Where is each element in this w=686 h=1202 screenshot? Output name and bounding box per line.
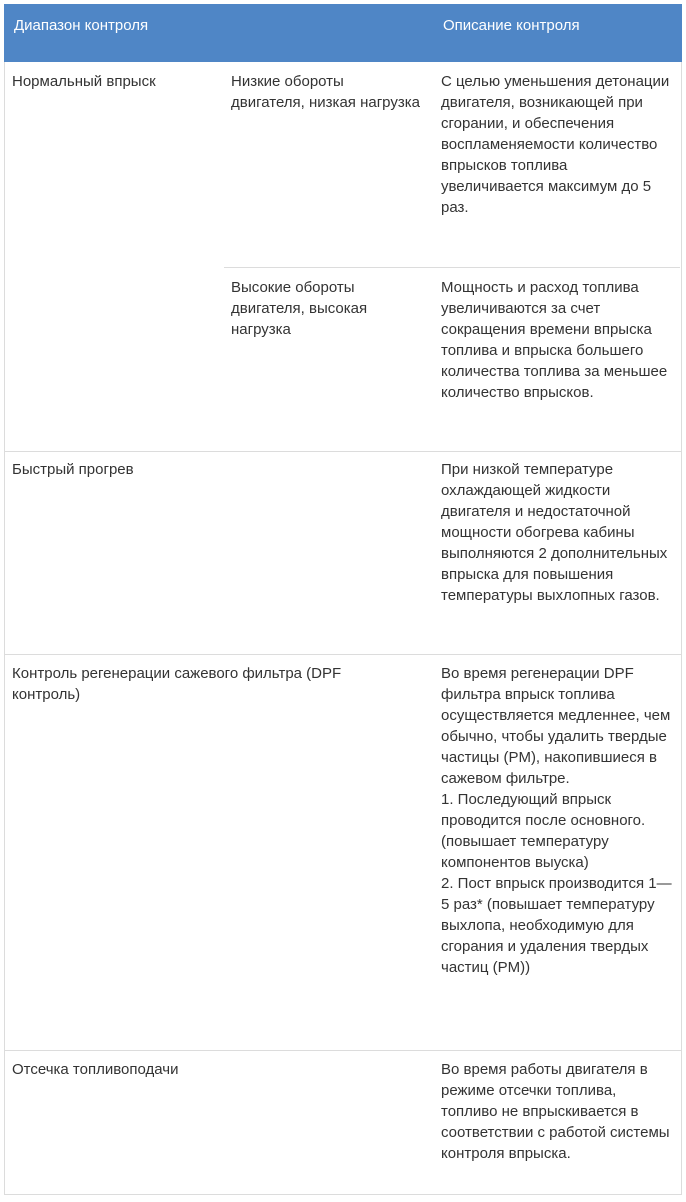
left-border xyxy=(4,62,5,1194)
table-header xyxy=(4,4,682,62)
row-description: Во время работы двигателя в режиме отсечки топлива, топливо не впрыскивается в соответствии с работой системы контроля впрыска. xyxy=(441,1061,670,1162)
row-range-label: Контроль регенерации сажевого фильтра (DPF контроль) xyxy=(12,665,342,703)
row-divider xyxy=(4,654,682,655)
header-description: Описание контроля xyxy=(443,17,580,34)
row-range-label: Быстрый прогрев xyxy=(12,461,134,478)
sub-condition: Высокие обороты двигателя, высокая нагрузка xyxy=(231,279,368,338)
row-range-label: Нормальный впрыск xyxy=(12,73,156,90)
sub-description: С целью уменьшения детонации двигателя, возникающей при сгорании, и обеспечения воспламеняемости количество впрысков топлива увеличивается максимум до 5 раз. xyxy=(441,73,670,216)
header-range: Диапазон контроля xyxy=(14,17,149,34)
row-divider xyxy=(4,1050,682,1051)
row-description: При низкой температуре охлаждающей жидкости двигателя и недостаточной мощности обогрева кабины выполняются 2 дополнительных впрыска для повышения температуры выхлопных газов. xyxy=(441,461,668,604)
row-description: Во время регенерации DPF фильтра впрыск топлива осуществляется медленнее, чем обычно, чтобы удалить твердые частицы (PM), накопившиеся в сажевом фильтре. 1. Последующий впрыск проводится после основного. (повышает температуру компонентов выуска) 2. Пост впрыск производится 1—5 раз* (повышает температуру выхлопа, необходимую для сгорания и удаления твердых частиц (PM)) xyxy=(441,665,672,976)
right-border xyxy=(681,62,682,1194)
sub-condition: Низкие обороты двигателя, низкая нагрузка xyxy=(231,73,420,111)
row-range-label: Отсечка топливоподачи xyxy=(12,1061,179,1078)
row-divider xyxy=(4,451,682,452)
control-table xyxy=(2,2,684,1198)
table-bottom-border xyxy=(4,1194,682,1195)
sub-row-divider xyxy=(224,267,680,268)
sub-description: Мощность и расход топлива увеличиваются за счет сокращения времени впрыска топлива и впрыска большего количества топлива за меньшее количество впрысков. xyxy=(441,279,668,401)
